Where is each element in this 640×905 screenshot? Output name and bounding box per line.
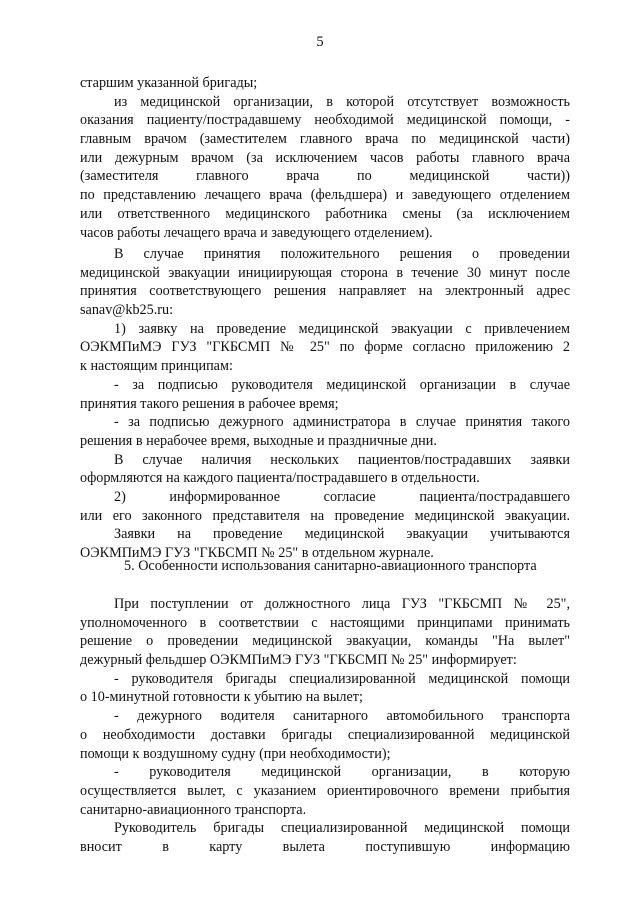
- text-line: решение о проведении медицинской эвакуации, команды "На вылет": [80, 633, 570, 650]
- text-line: В случае принятия положительного решения о проведении: [114, 246, 570, 262]
- text-line: осуществляется вылет, с указанием ориентировочного времени прибытия: [80, 782, 570, 799]
- text-line: о 10-минутной готовности к убытию на вылет;: [80, 689, 363, 706]
- text-line: старшим указанной бригады;: [80, 75, 258, 91]
- text-line: медицинской эвакуации инициирующая сторона в течение 30 минут после: [80, 264, 570, 281]
- text-line: - руководителя медицинской организации, в которую: [114, 764, 570, 781]
- text-line: или его законного представителя на проведение медицинской эвакуации.: [80, 507, 570, 524]
- text-line: ОЭКМПиМЭ ГУЗ "ГКБСМП № 25" в отдельном журнале.: [80, 545, 434, 561]
- text-line: Заявки на проведение медицинской эвакуации учитываются: [114, 526, 570, 543]
- text-line: решения в нерабочее время, выходные и праздничные дни.: [80, 432, 437, 449]
- text-line: дежурный фельдшер ОЭКМПиМЭ ГУЗ "ГКБСМП № 25" информирует:: [80, 652, 517, 669]
- text-line: ОЭКМПиМЭ ГУЗ "ГКБСМП № 25" по форме согласно приложению 2: [80, 339, 570, 356]
- section-heading: 5. Особенности использования санитарно-авиационного транспорта: [124, 558, 537, 574]
- text-line: или дежурным врачом (за исключением часов работы главного врача: [80, 149, 570, 166]
- text-line: При поступлении от должностного лица ГУЗ "ГКБСМП № 25",: [114, 596, 570, 612]
- text-line: - дежурного водителя санитарного автомобильного транспорта: [114, 708, 570, 725]
- text-line: - руководителя бригады специализированной медицинской помощи: [114, 670, 570, 687]
- text-line: принятия соответствующего решения направляет на электронный адрес: [80, 283, 570, 300]
- text-line: или ответственного медицинского работника смены (за исключением: [80, 205, 570, 222]
- text-line: оформляются на каждого пациента/пострадавшего в отдельности.: [80, 470, 480, 487]
- paragraph-block-3: [80, 595, 570, 857]
- text-line: главным врачом (заместителем главного врача по медицинской части): [80, 131, 570, 148]
- text-line: - за подписью руководителя медицинской организации в случае: [114, 376, 570, 393]
- text-line: из медицинской организации, в которой отсутствует возможность: [114, 93, 570, 110]
- text-line: 1) заявку на проведение медицинской эвакуации с привлечением: [114, 320, 570, 337]
- text-line: вносит в карту вылета поступившую информацию: [80, 838, 570, 855]
- text-line: - за подписью дежурного администратора в случае принятия такого: [114, 414, 570, 431]
- paragraph-block-2: [80, 245, 570, 563]
- text-line: (заместителя главного врача по медицинской части)): [80, 168, 570, 185]
- text-line: помощи к воздушному судну (при необходимости);: [80, 745, 391, 762]
- text-line: о необходимости доставки бригады специализированной медицинской: [80, 726, 570, 743]
- text-line: принятия такого решения в рабочее время;: [80, 395, 339, 412]
- text-line: санитарно-авиационного транспорта.: [80, 801, 307, 818]
- text-line: В случае наличия нескольких пациентов/пострадавших заявки: [114, 451, 570, 468]
- paragraph-block-1: [80, 74, 570, 242]
- text-line: по представлению лечащего врача (фельдшера) и заведующего отделением: [80, 187, 570, 204]
- text-line: оказания пациенту/пострадавшему необходимой медицинской помощи, -: [80, 112, 570, 129]
- text-line: sanav@kb25.ru:: [80, 302, 174, 319]
- text-line: к настоящим принципам:: [80, 358, 233, 375]
- text-line: часов работы лечащего врача и заведующего отделением).: [80, 224, 433, 241]
- text-line: Руководитель бригады специализированной медицинской помощи: [114, 820, 570, 837]
- page-number: 5: [316, 34, 324, 50]
- text-line: 2) информированное согласие пациента/пострадавшего: [114, 488, 570, 505]
- text-line: уполномоченного в соответствии с настоящими принципами принимать: [80, 614, 570, 631]
